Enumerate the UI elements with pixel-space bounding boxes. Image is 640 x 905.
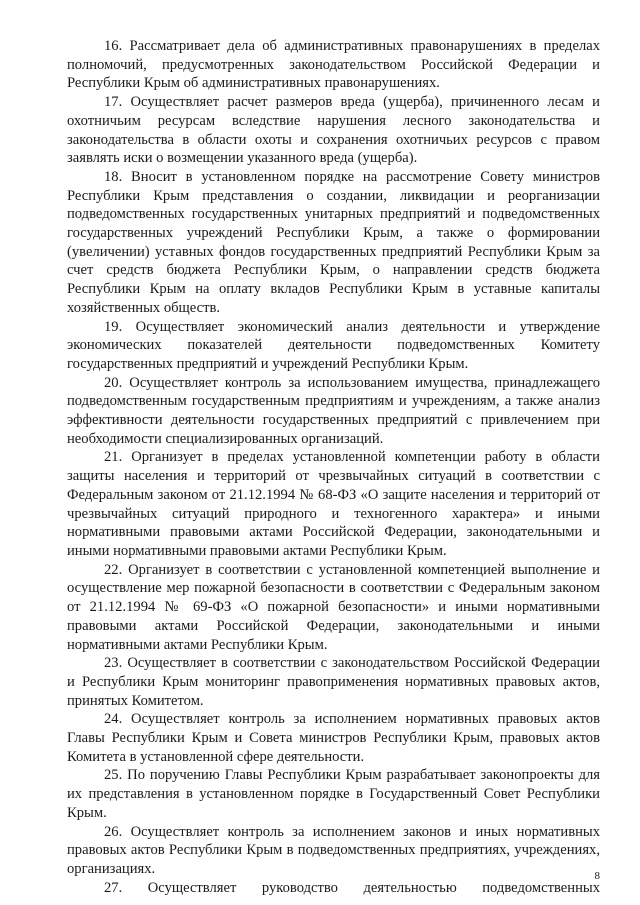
paragraph-16: 16. Рассматривает дела об административных правонарушениях в пределах полномочий, предусмотренных законодательством Российской Федерации и Республики Крым об административных правонарушениях. — [67, 38, 600, 92]
paragraph-17: 17. Осуществляет расчет размеров вреда (ущерба), причиненного лесам и охотничьим ресурсам вследствие нарушения лесного законодательства и законодательства в области охоты и сохранения охотничьих ресурсов с правом заявлять иски о возмещении указанного вреда (ущерба). — [67, 94, 600, 167]
paragraph-22: 22. Организует в соответствии с установленной компетенцией выполнение и осуществление мер пожарной безопасности в соответствии с Федеральным законом от 21.12.1994 № 69-ФЗ «О пожарной безопасности» и иными нормативными правовыми актами Российской Федерации, законодательными и иными нормативными актами Республики Крым. — [67, 561, 600, 653]
paragraph-19: 19. Осуществляет экономический анализ деятельности и утверждение экономических показателей деятельности подведомственных Комитету государственных предприятий и учреждений Республики Крым. — [67, 318, 600, 372]
document-body — [67, 37, 600, 897]
paragraph-25: 25. По поручению Главы Республики Крым разрабатывает законопроекты для их представления в установленном порядке в Государственный Совет Республики Крым. — [67, 767, 600, 821]
paragraph-26: 26. Осуществляет контроль за исполнением законов и иных нормативных правовых актов Республики Крым в подведомственных предприятиях, учреждениях, организациях. — [67, 823, 600, 877]
paragraph-24: 24. Осуществляет контроль за исполнением нормативных правовых актов Главы Республики Крым и Совета министров Республики Крым, правовых актов Комитета в установленной сфере деятельности. — [67, 711, 600, 765]
paragraph-21: 21. Организует в пределах установленной компетенции работу в области защиты населения и территорий от чрезвычайных ситуаций в соответствии с Федеральным законом от 21.12.1994 № 68-ФЗ «О защите населения и территорий от чрезвычайных ситуаций природного и техногенного характера» и иными нормативными правовыми актами Российской Федерации, законодательными и иными нормативными правовыми актами Республики Крым. — [67, 449, 600, 559]
paragraph-27: 27. Осуществляет руководство деятельностью подведомственных — [104, 879, 600, 896]
paragraph-18: 18. Вносит в установленном порядке на рассмотрение Совету министров Республики Крым представления о создании, ликвидации и реорганизации подведомственных государственных унитарных предприятий и подведомственных государственных учреждений Республики Крым, а также о формировании (увеличении) уставных фондов государственных предприятий Республики Крым за счет средств бюджета Республики Крым, о направлении средств бюджета Республики Крым на оплату вкладов Республики Крым в уставные капиталы хозяйственных обществ. — [67, 168, 600, 316]
paragraph-23: 23. Осуществляет в соответствии с законодательством Российской Федерации и Республики Крым мониторинг правоприменения нормативных правовых актов, принятых Комитетом. — [67, 655, 600, 709]
page-number: 8 — [594, 870, 600, 882]
paragraph-20: 20. Осуществляет контроль за использованием имущества, принадлежащего подведомственным государственным предприятиям и учреждениям, а также анализ эффективности деятельности государственных предприятий с привлечением при необходимости специализированных организаций. — [67, 374, 600, 447]
